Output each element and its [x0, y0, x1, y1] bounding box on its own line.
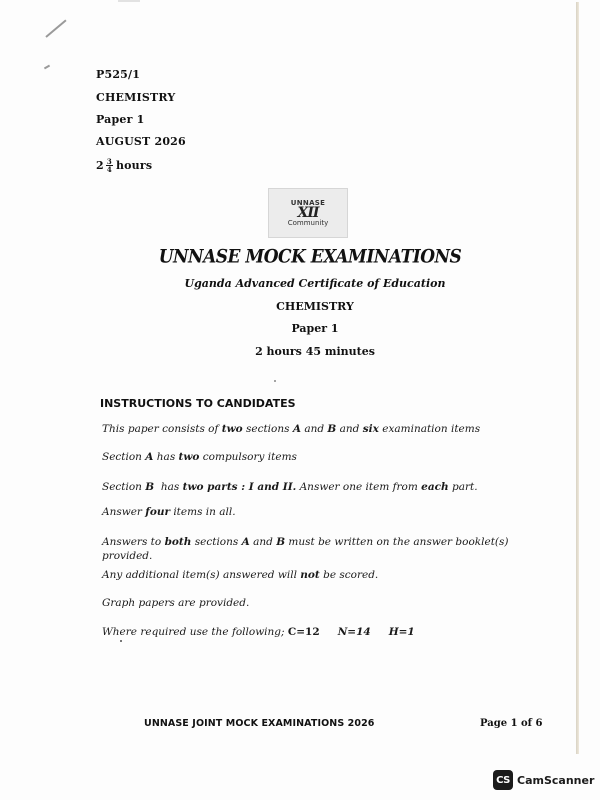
- header-duration: [96, 158, 152, 173]
- exam-title: UNNASE MOCK EXAMINATIONS: [158, 246, 462, 268]
- header-paper: Paper 1: [96, 113, 145, 126]
- instruction-answer-booklet: Answers to both sections A and B must be written on the answer booklet(s) provided.: [102, 536, 509, 562]
- scan-artifact: [118, 0, 140, 2]
- mass-carbon: C=12: [287, 626, 320, 638]
- instruction-sections: This paper consists of two sections A and B and six examination items: [102, 423, 481, 435]
- scan-edge: [576, 2, 579, 754]
- camscanner-watermark: [493, 770, 594, 790]
- instruction-additional-items: Any additional item(s) answered will not be scored.: [102, 569, 379, 581]
- cover-subject: CHEMISTRY: [276, 300, 354, 313]
- cover-duration: 2 hours 45 minutes: [255, 345, 375, 358]
- paper-code: P525/1: [96, 68, 141, 81]
- logo-mid-text: XII: [297, 205, 319, 221]
- instruction-section-b: Section B has two parts : I and II. Answer one item from each part.: [102, 481, 478, 493]
- duration-unit: hours: [115, 159, 153, 172]
- certificate-name: Uganda Advanced Certificate of Education: [184, 277, 446, 290]
- cover-paper: Paper 1: [291, 322, 339, 335]
- mass-hydrogen: H=1: [388, 626, 415, 638]
- footer-exam-name: UNNASE JOINT MOCK EXAMINATIONS 2026: [144, 718, 375, 729]
- header-date: AUGUST 2026: [96, 135, 186, 148]
- scan-speck: [120, 640, 122, 642]
- scan-artifact: [45, 20, 66, 38]
- duration-fraction: [106, 158, 113, 173]
- scan-speck: [274, 380, 276, 382]
- duration-whole: 2: [96, 159, 104, 172]
- instruction-graph-papers: Graph papers are provided.: [102, 597, 250, 609]
- instruction-section-a: Section A has two compulsory items: [102, 451, 297, 463]
- scan-artifact: [44, 65, 50, 70]
- instruction-answer-count: Answer four items in all.: [102, 506, 236, 518]
- camscanner-label: CamScanner: [517, 773, 595, 787]
- instruction-atomic-masses: Where required use the following; C=12 N=14 H=1: [102, 626, 415, 638]
- fraction-numerator: 3: [106, 157, 112, 166]
- mass-nitrogen: N=14: [337, 626, 371, 638]
- logo-top-text: UNNASE: [290, 199, 326, 207]
- instructions-heading: INSTRUCTIONS TO CANDIDATES: [100, 397, 296, 410]
- logo-bottom-text: Community: [287, 219, 329, 227]
- header-subject: CHEMISTRY: [96, 91, 176, 104]
- unnase-logo: [268, 188, 348, 238]
- footer-page-number: Page 1 of 6: [480, 718, 543, 729]
- camscanner-logo-icon: CS: [493, 770, 513, 790]
- fraction-denominator: 4: [106, 165, 112, 174]
